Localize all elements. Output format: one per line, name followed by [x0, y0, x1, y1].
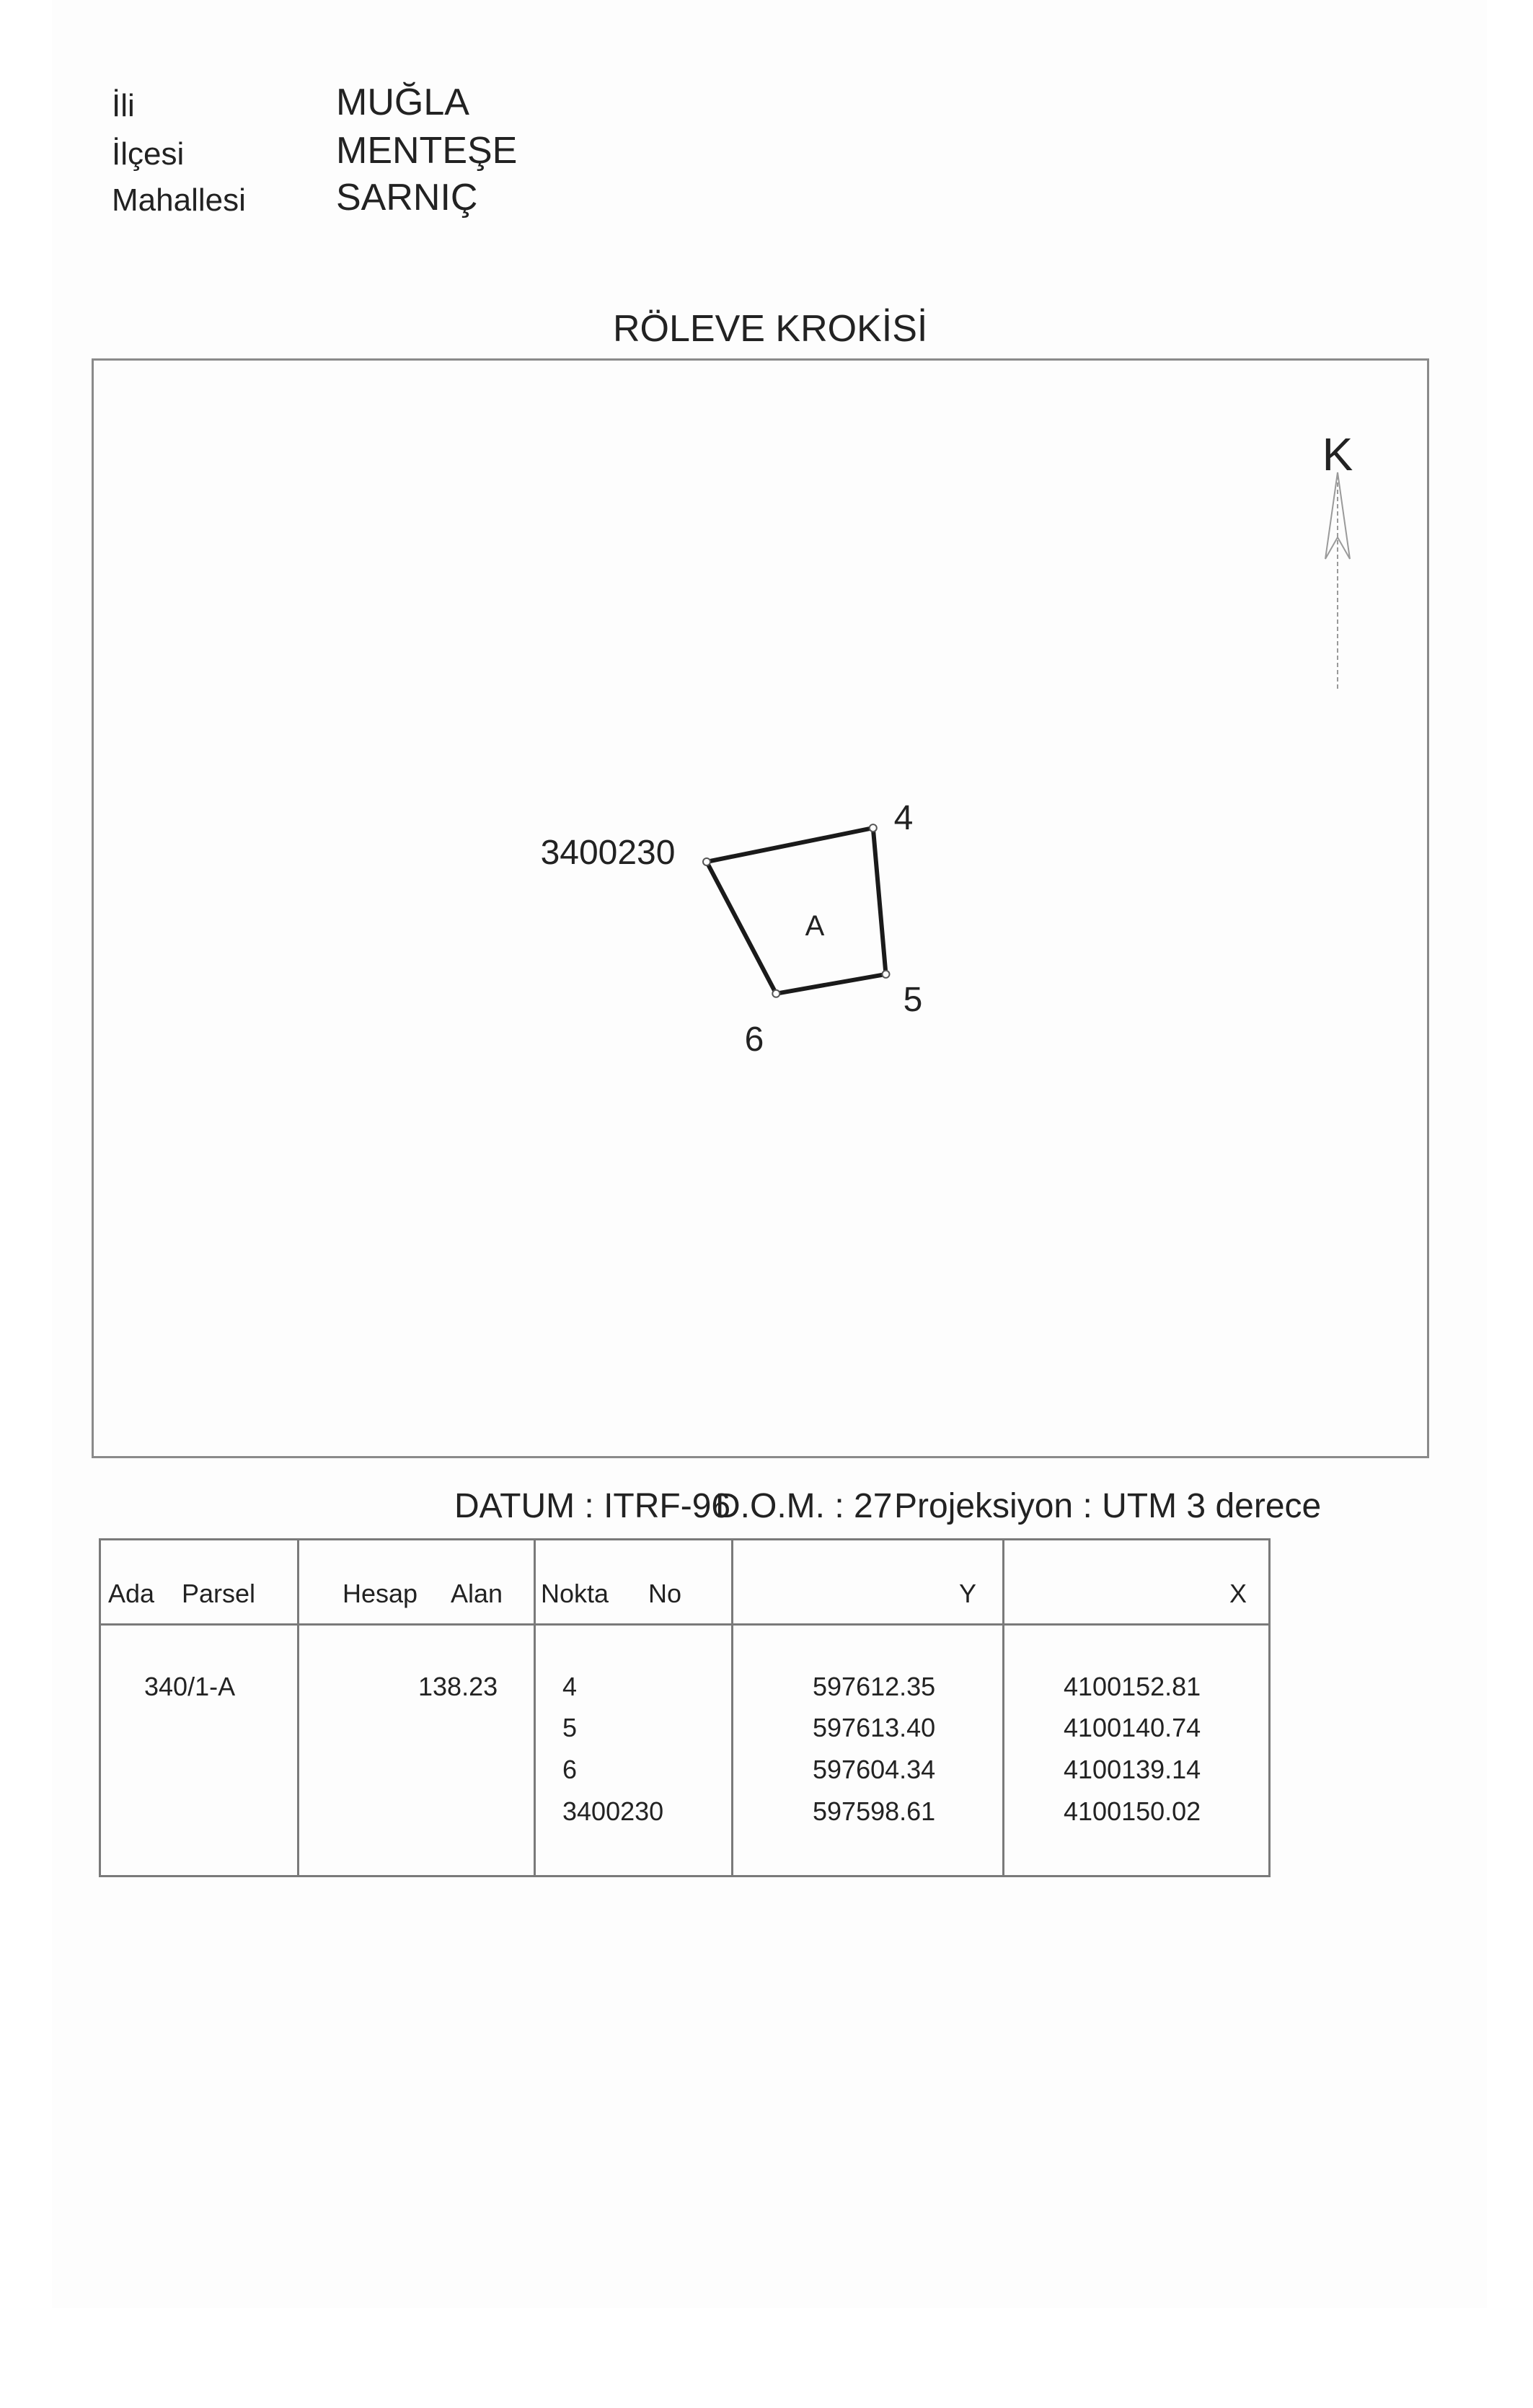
header-no: No — [648, 1579, 682, 1608]
x-cell: 4100152.81 — [1064, 1672, 1201, 1701]
y-cell: 597604.34 — [813, 1755, 936, 1784]
neighborhood-value: SARNIÇ — [336, 177, 478, 219]
projection-text: Projeksiyon : UTM 3 derece — [894, 1487, 1322, 1525]
survey-point-6 — [772, 990, 779, 997]
north-label: K — [1322, 428, 1353, 480]
north-arrow-icon — [1325, 472, 1350, 689]
y-cell: 597613.40 — [813, 1713, 936, 1742]
header-alan: Alan — [451, 1579, 503, 1608]
parcel-label: A — [805, 910, 825, 942]
datum-text: DATUM : ITRF-96 — [454, 1487, 731, 1525]
survey-point-4 — [870, 824, 877, 832]
y-cell: 597598.61 — [813, 1796, 936, 1826]
point-label-3400230: 3400230 — [540, 834, 676, 872]
table-header-divider — [101, 1623, 1268, 1626]
parcel-polygon — [703, 824, 890, 997]
header-parsel: Parsel — [182, 1579, 256, 1608]
dom-text: D.O.M. : 27 — [715, 1487, 893, 1525]
table-divider — [731, 1540, 733, 1875]
header-x: X — [1229, 1579, 1247, 1608]
header-y: Y — [959, 1579, 977, 1608]
x-cell: 4100140.74 — [1064, 1713, 1201, 1742]
y-cell: 597612.35 — [813, 1672, 936, 1701]
neighborhood-label: Mahallesi — [112, 182, 246, 218]
sketch-title: RÖLEVE KROKİSİ — [613, 308, 928, 350]
parcel-boundary — [707, 828, 886, 994]
header-ada: Ada — [108, 1579, 155, 1608]
point-label-5: 5 — [903, 981, 923, 1019]
header-nokta: Nokta — [541, 1579, 609, 1608]
x-cell: 4100139.14 — [1064, 1755, 1201, 1784]
hesap-alan-value: 138.23 — [418, 1672, 498, 1701]
nokta-no-cell: 6 — [562, 1755, 578, 1784]
table-divider — [297, 1540, 299, 1875]
x-cell: 4100150.02 — [1064, 1796, 1201, 1826]
nokta-no-cell: 4 — [562, 1672, 578, 1701]
survey-point-3400230 — [703, 858, 710, 865]
table-divider — [534, 1540, 536, 1875]
nokta-no-cell: 3400230 — [562, 1796, 664, 1826]
table-divider — [1002, 1540, 1004, 1875]
ada-parsel-value: 340/1-A — [144, 1672, 236, 1701]
point-label-6: 6 — [744, 1020, 764, 1059]
district-value: MENTEŞE — [336, 130, 518, 172]
point-label-4: 4 — [893, 799, 914, 837]
nokta-no-cell: 5 — [562, 1713, 578, 1742]
header-hesap: Hesap — [343, 1579, 418, 1608]
survey-point-5 — [883, 971, 890, 978]
province-label: İli — [112, 88, 135, 123]
district-label: İlçesi — [112, 136, 185, 172]
province-value: MUĞLA — [336, 81, 469, 123]
coordinate-table — [99, 1538, 1271, 1877]
